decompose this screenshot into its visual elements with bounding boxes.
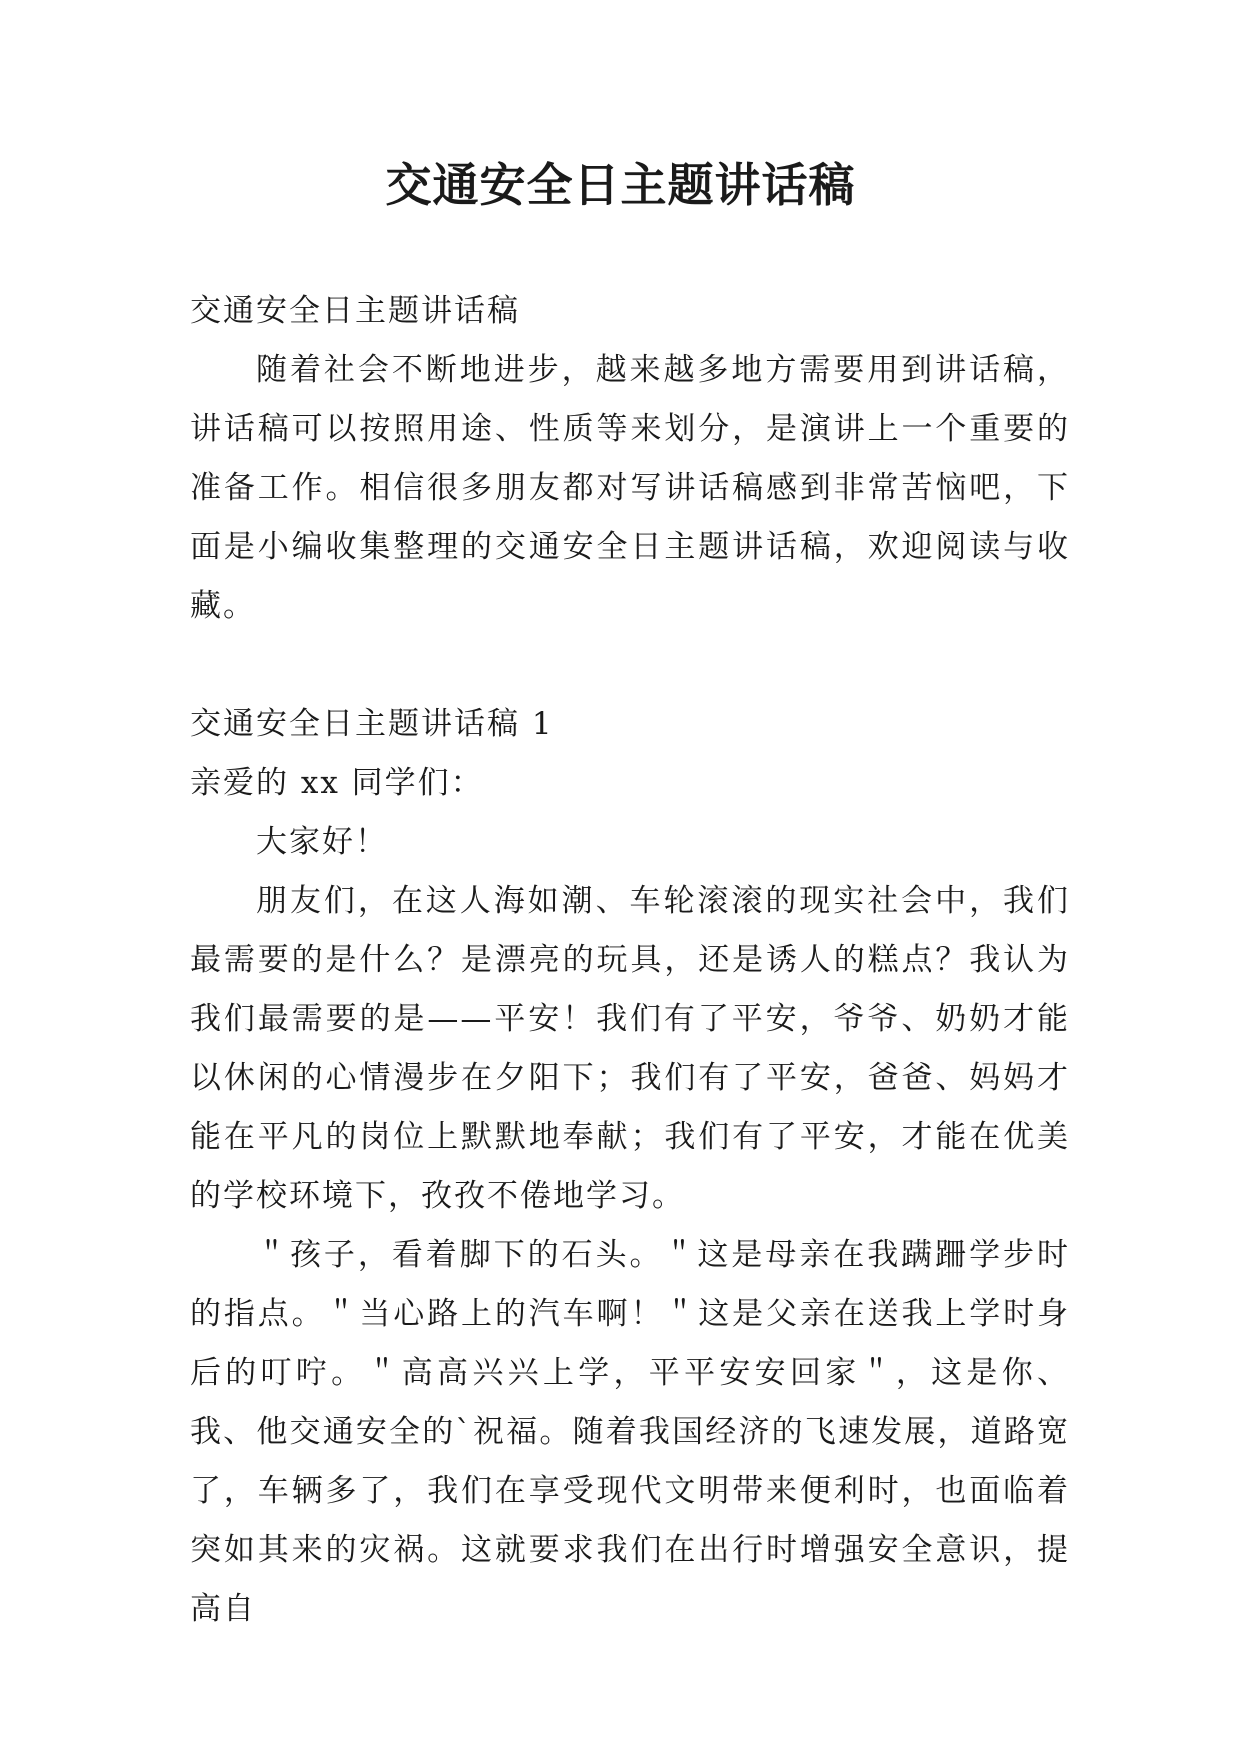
section-heading: 交通安全日主题讲话稿 1: [190, 706, 554, 742]
body-paragraph: 朋友们，在这人海如潮、车轮滚滚的现实社会中，我们最需要的是什么？是漂亮的玩具，还是诱人的糕点？我认为我们最需要的是——平安！我们有了平安，爷爷、奶奶才能以休闲的心情漫步在夕阳下；我们有了平安，爸爸、妈妈才能在平凡的岗位上默默地奉献；我们有了平安，才能在优美的学校环境下，孜孜不倦地学习。: [190, 883, 1070, 1214]
body-paragraph: ＂孩子，看着脚下的石头。＂这是母亲在我蹒跚学步时的指点。＂当心路上的汽车啊！＂这是父亲在送我上学时身后的叮咛。＂高高兴兴上学，平平安安回家＂，这是你、我、他交通安全的`祝福。随着我国经济的飞速发展，道路宽了，车辆多了，我们在享受现代文明带来便利时，也面临着突如其来的灾祸。这就要求我们在出行时增强安全意识，提高自: [190, 1237, 1070, 1627]
document-subtitle: 交通安全日主题讲话稿: [190, 293, 520, 329]
intro-paragraph: 随着社会不断地进步，越来越多地方需要用到讲话稿，讲话稿可以按照用途、性质等来划分，是演讲上一个重要的准备工作。相信很多朋友都对写讲话稿感到非常苦恼吧，下面是小编收集整理的交通安全日主题讲话稿，欢迎阅读与收藏。: [190, 352, 1070, 624]
salutation: 亲爱的 xx 同学们：: [190, 765, 484, 801]
document-title: 交通安全日主题讲话稿: [385, 158, 856, 212]
document-body: [190, 282, 1070, 1639]
greeting: 大家好！: [256, 824, 388, 860]
